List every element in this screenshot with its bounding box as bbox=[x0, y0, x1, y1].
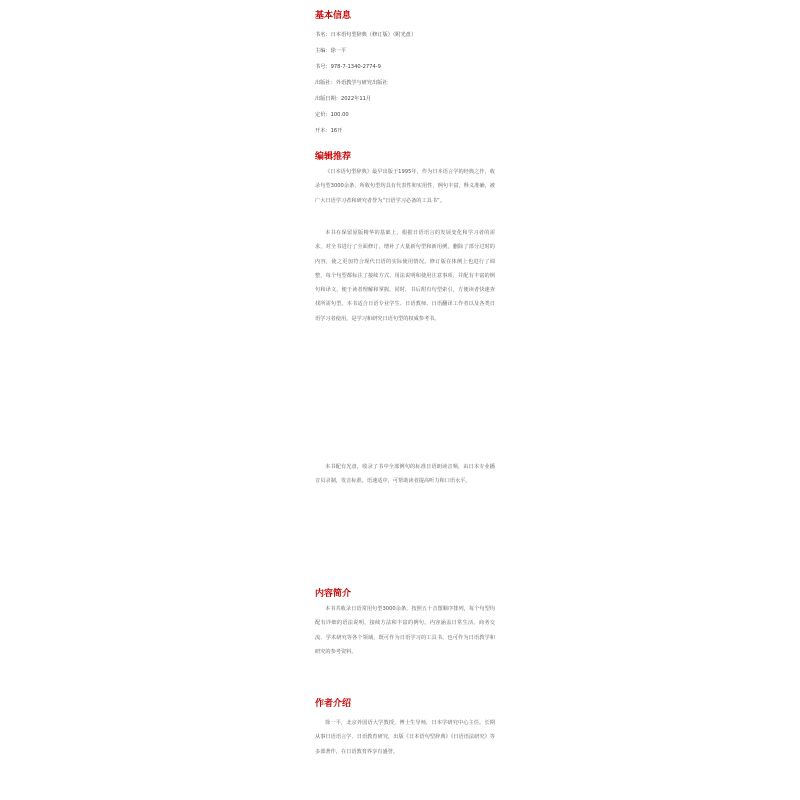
book-title-line: 书名：日本语句型辞典（修订版）（附光盘） bbox=[315, 32, 417, 38]
editor-recommendation-heading: 编辑推荐 bbox=[315, 152, 352, 162]
format-line: 开本：16开 bbox=[315, 128, 343, 134]
recommendation-paragraph-1: 《日本语句型辞典》最早出版于1995年，作为日本语言学的经典之作，收录句型3000余条，所收句型均具有代表性和实用性，例句丰富，释义准确，被广大日语学习者和研究者誉为“日语学习必备的工具书”。 bbox=[315, 169, 495, 204]
author-intro-paragraph: 徐一平，北京外国语大学教授，博士生导师，日本学研究中心主任。长期从事日语语言学、日语教育研究，出版《日本语句型辞典》《日语语法研究》等多部著作，在日语教育界享有盛誉。 bbox=[315, 720, 495, 755]
content-intro-heading: 内容简介 bbox=[315, 589, 352, 599]
publisher-line: 出版社：外语教学与研究出版社 bbox=[315, 80, 388, 86]
author-intro-heading: 作者介绍 bbox=[315, 699, 352, 709]
price-line: 定价：100.00 bbox=[315, 112, 349, 118]
basic-info-heading: 基本信息 bbox=[315, 11, 352, 21]
recommendation-paragraph-2: 本书在保留原版精华的基础上，根据日语语言的发展变化和学习者的需求，对全书进行了全面修订，增补了大量新句型和新用例，删除了部分过时的内容，使之更加符合现代日语的实际使用情况。修订版在体例上也进行了调整，每个句型都标注了接续方式、用法说明和使用注意事项，并配有丰富的例句和译文，便于读者理解和掌握。同时，书后附有句型索引，方便读者快速查找所需句型。本书适合日语专业学生、日语教师、日语翻译工作者以及各类日语学习者使用，是学习和研究日语句型的权威参考书。 bbox=[315, 230, 495, 322]
publish-date-line: 出版日期：2022年11月 bbox=[315, 96, 372, 102]
content-intro-paragraph: 本书共收录日语常用句型3000余条，按照五十音图顺序排列，每个句型均配有详细的语法说明、接续方法和丰富的例句。内容涵盖日常生活、商务交流、学术研究等各个领域，既可作为日语学习的工具书，也可作为日语教学和研究的参考资料。 bbox=[315, 606, 495, 655]
recommendation-paragraph-3: 本书配有光盘，收录了书中全部例句的标准日语朗读音频，由日本专业播音员录制，发音标准，语速适中，可帮助读者提高听力和口语水平。 bbox=[315, 464, 495, 485]
editor-line: 主编：徐一平 bbox=[315, 48, 347, 54]
isbn-line: 书号：978-7-1340-2774-9 bbox=[315, 64, 381, 70]
